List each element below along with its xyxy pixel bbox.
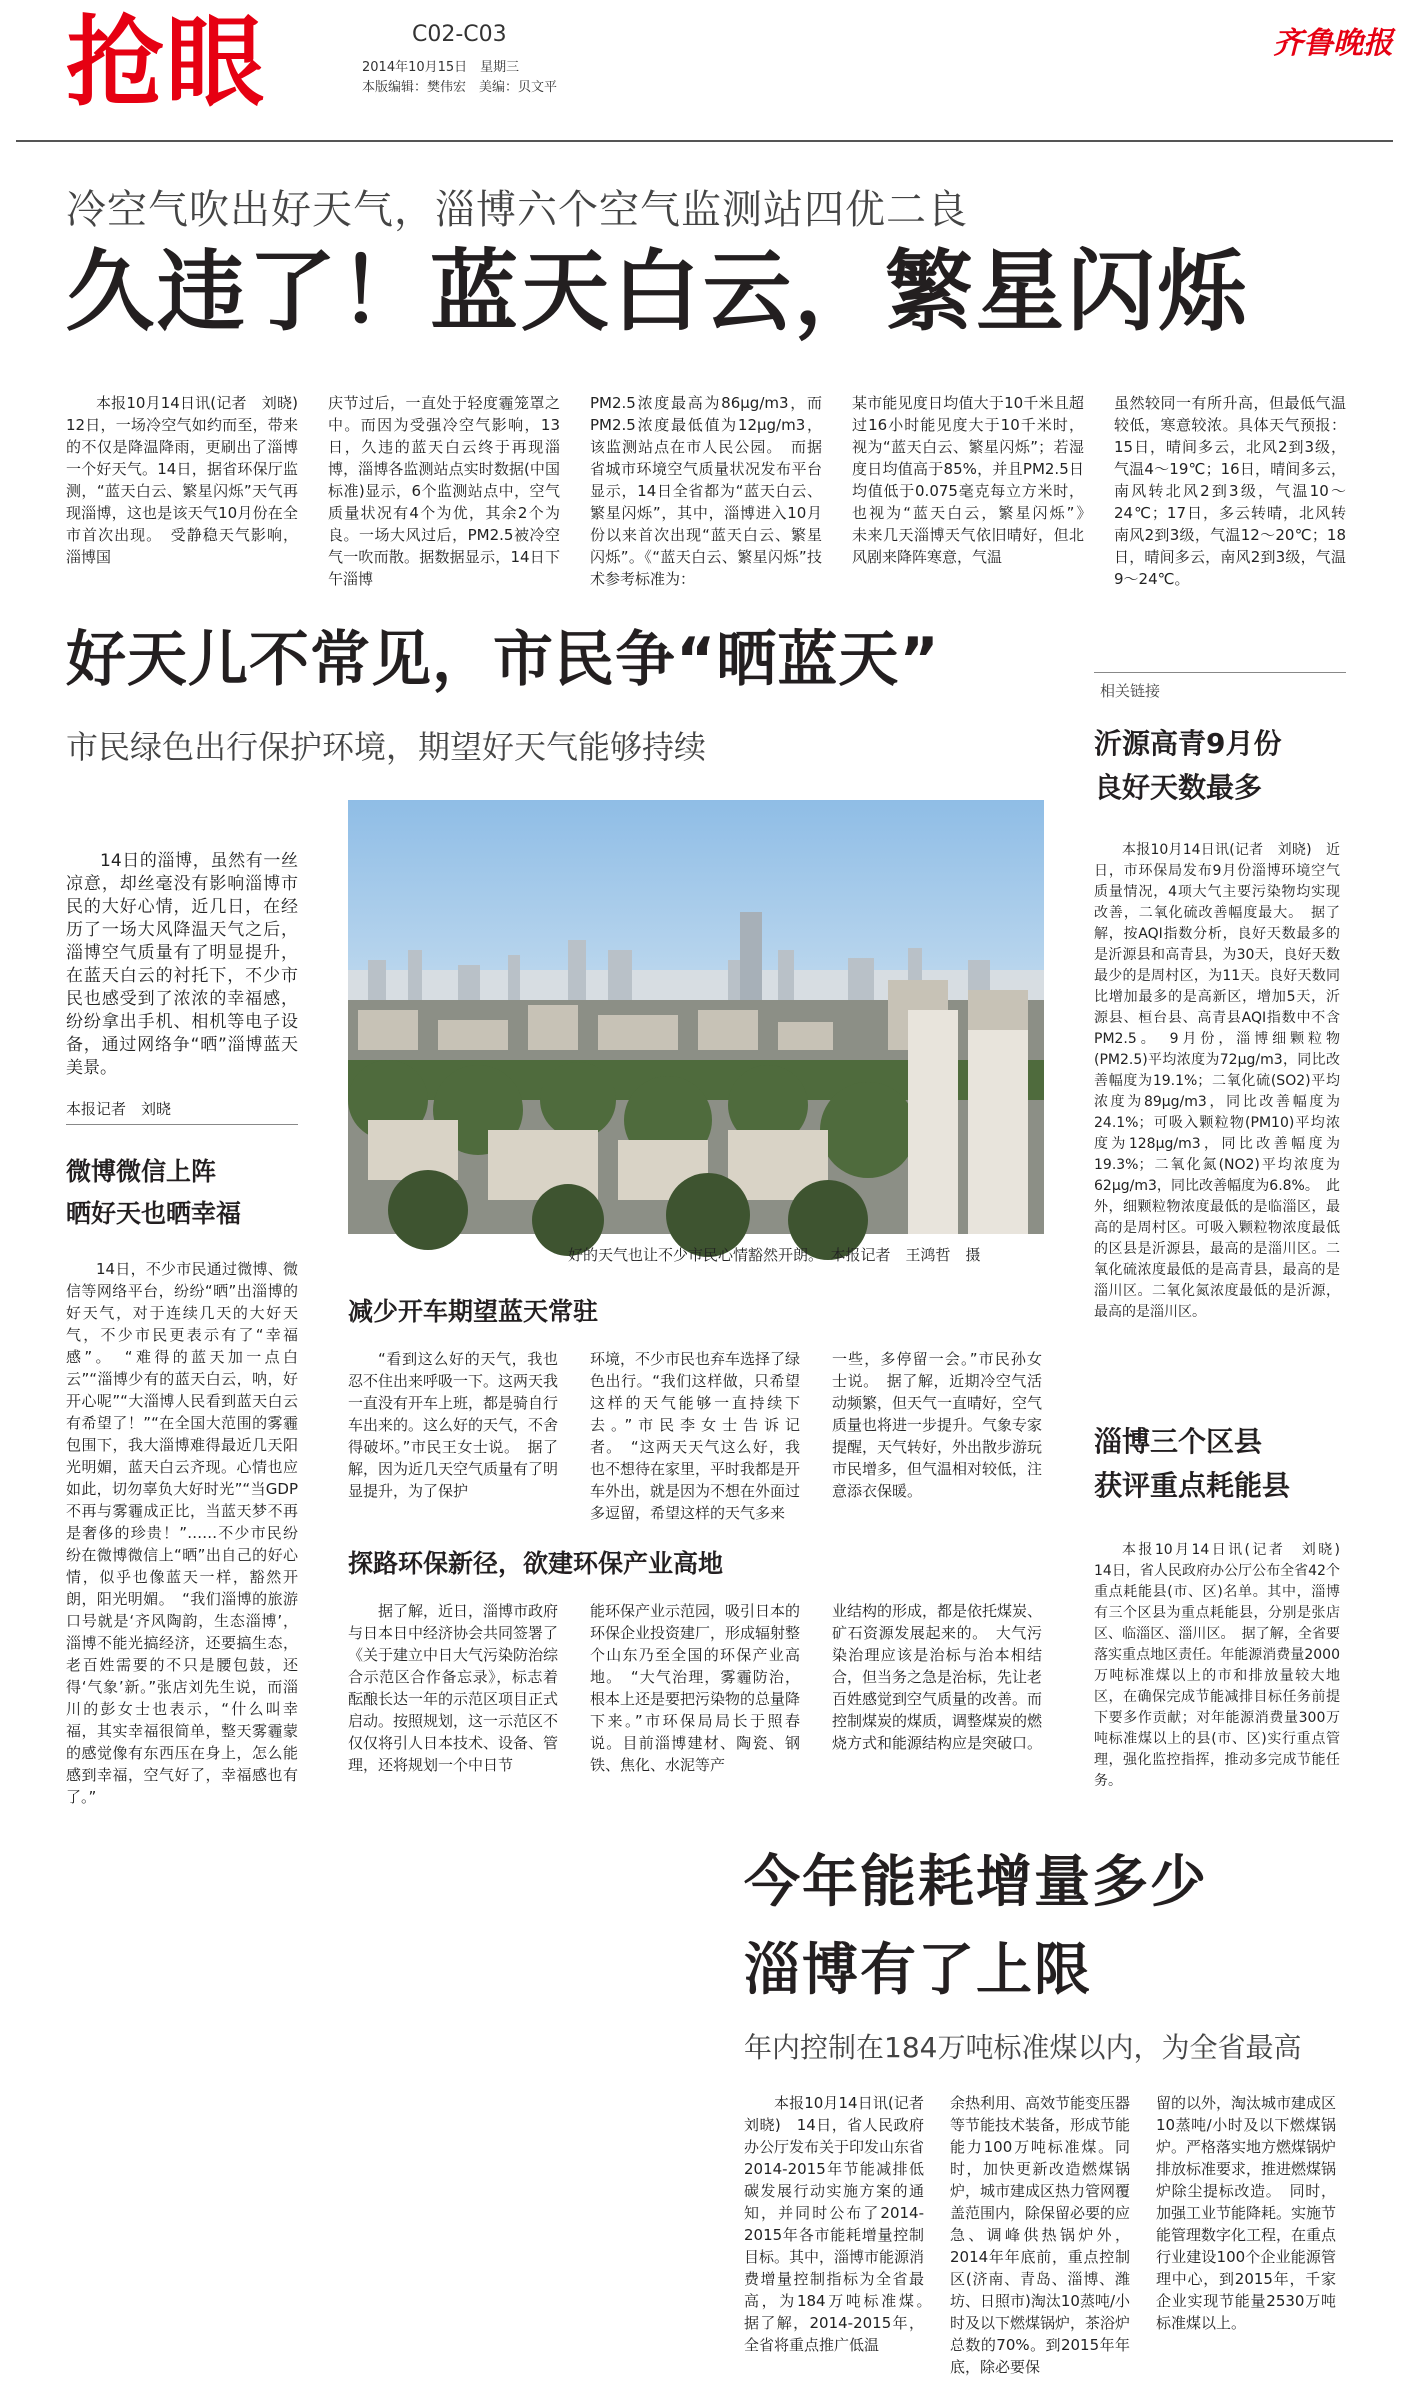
second-column-2a: “看到这么好的天气，我也忍不住出来呼吸一下。这两天我一直没有开车上班，都是骑自行车出来的。这么好的天气，不舍得破坏。”市民王女士说。 据了解，因为近几天空气质量有了明显提升，为了保护 (348, 1350, 559, 1500)
sidebar-item1-title-1: 沂源高青9月份 (1094, 727, 1282, 760)
lead-column-5: 虽然较同一有所升高，但最低气温较低，寒意较浓。具体天气预报：15日，晴间多云，北风2到3级，气温4～19℃；16日，晴间多云，南风转北风2到3级，气温10～24℃；17日，多云转晴，北风转南风2到3级，气温12～20℃；18日，晴间多云，南风2到3级，气温9～24℃。 (1114, 394, 1346, 588)
divider (66, 1124, 298, 1125)
third-headline-1: 今年能耗增量多少 (744, 1850, 1208, 1915)
second-headline: 好天儿不常见，市民争“晒蓝天” (66, 625, 940, 695)
photo-caption: 好的天气也让不少市民心情豁然开朗。 本报记者 王鸿哲 摄 (568, 1246, 981, 1264)
subhead-weibo-2: 晒好天也晒幸福 (66, 1199, 242, 1228)
second-column-3b: 能环保产业示范园，吸引日本的环保企业投资建厂，形成辐射整个山东乃至全国的环保产业高地。 “大气治理，雾霾防治，根本上还是要把污染物的总量降下来。”市环保局局长于照春说。目前淄博建材、陶瓷、钢铁、焦化、水泥等产 (590, 1602, 801, 1774)
second-byline: 本报记者 刘晓 (66, 1100, 172, 1118)
sidebar-label: 相关链接 (1100, 682, 1161, 700)
masthead-rule (16, 140, 1393, 142)
subhead-eco-industry: 探路环保新径，欲建环保产业高地 (348, 1549, 724, 1578)
subhead-drive-less: 减少开车期望蓝天常驻 (348, 1297, 599, 1326)
newspaper-logo: 齐鲁晚报 (1273, 26, 1393, 61)
subhead-weibo: 微博微信上阵 (66, 1157, 217, 1186)
third-column-3: 留的以外，淘汰城市建成区10蒸吨/小时及以下燃煤锅炉。严格落实地方燃煤锅炉排放标准要求，推进燃煤锅炉除尘提标改造。 同时，加强工业节能降耗。实施节能管理数字化工程，在重点行业建设100个企业能源管理中心，到2015年，千家企业实现节能量2530万吨标准煤以上。 (1156, 2094, 1337, 2332)
lead-column-4: 某市能见度日均值大于10千米且超过16小时能见度大于10千米时，视为“蓝天白云、繁星闪烁”；若湿度日均值高于85%，并且PM2.5日均值低于0.075毫克每立方米时，也视为“蓝天白云，繁星闪烁”》 未来几天淄博天气依旧晴好，但北风剧来降阵寒意，气温 (852, 394, 1100, 566)
lead-column-1: 本报10月14日讯(记者 刘晓) 12日，一场冷空气如约而至，带来的不仅是降温降雨，更刷出了淄博一个好天气。14日，据省环保厅监测，“蓝天白云、繁星闪烁”天气再现淄博，这也是该天气10月份在全市首次出现。 受静稳天气影响，淄博国 (66, 394, 314, 566)
lead-headline: 久违了！蓝天白云，繁星闪烁 (66, 240, 1250, 343)
second-column-3a: 据了解，近日，淄博市政府与日本日中经济协会共同签署了《关于建立中日大气污染防治综合示范区合作备忘录》，标志着酝酿长达一年的示范区项目正式启动。按照规划，这一示范区不仅仅将引人日本技术、设备、管理，还将规划一个中日节 (348, 1602, 559, 1774)
second-subheadline: 市民绿色出行保护环境，期望好天气能够持续 (66, 728, 707, 766)
city-skyline-photo (348, 800, 1044, 1234)
second-intro: 14日的淄博，虽然有一丝凉意，却丝毫没有影响淄博市民的大好心情，近几日，在经历了一场大风降温天气之后，淄博空气质量有了明显提升，在蓝天白云的衬托下，不少市民也感受到了浓浓的幸福感，纷纷拿出手机、相机等电子设备，通过网络争“晒”淄博蓝天美景。 (66, 851, 298, 1078)
sidebar-item2-title-1: 淄博三个区县 (1094, 1425, 1263, 1458)
sidebar-item2-title-2: 获评重点耗能县 (1094, 1469, 1291, 1502)
second-column-1: 14日，不少市民通过微博、微信等网络平台，纷纷“晒”出淄博的好天气，对于连续几天的大好天气，不少市民更表示有了“幸福感”。 “难得的蓝天加一点白云”“淄博少有的蓝天白云，呐，好开心呢”“大淄博人民看到蓝天白云有希望了！”“在全国大范围的雾霾包围下，我大淄博难得最近几天阳光明媚，蓝天白云齐现。心情也应如此，切勿辜负大好时光”“当GDP不再与雾霾成正比，当蓝天梦不再是奢侈的珍贵！”……不少市民纷纷在微博微信上“晒”出自己的好心情，似乎也像蓝天一样，豁然开朗，阳光明媚。 “我们淄博的旅游口号就是‘齐风陶韵，生态淄博’，淄博不能光搞经济，还要搞生态，老百姓需要的不只是腰包鼓，还得‘气象’新。”张店刘先生说，而淄川的彭女士也表示，“什么叫幸福，其实幸福很简单，整天雾霾蒙的感觉像有东西压在身上，怎么能感到幸福，空气好了，幸福感也有了。” (66, 1260, 298, 1806)
sidebar-item1-body: 本报10月14日讯(记者 刘晓) 近日，市环保局发布9月份淄博环境空气质量情况，4项大气主要污染物均实现改善，二氧化硫改善幅度最大。 据了解，按AQI指数分析，良好天数最多的是沂源县和高青县，为30天，良好天数最少的是周村区，为11天。良好天数同比增加最多的是高新区，增加5天，沂源县、桓台县、高青县AQI指数中不含PM2.5。 9月份，淄博细颗粒物(PM2.5)平均浓度为72μg/m3，同比改善幅度为19.1%；二氧化硫(SO2)平均浓度为89μg/m3，同比改善幅度为24.1%；可吸入颗粒物(PM10)平均浓度为128μg/m3，同比改善幅度为19.3%；二氧化氮(NO2)平均浓度为62μg/m3，同比改善幅度为6.8%。 此外，细颗粒物浓度最低的是临淄区，最高的是周村区。可吸入颗粒物浓度最低的区县是沂源县，最高的是淄川区。二氧化硫浓度最低的是高青县，最高的是淄川区。二氧化氮浓度最低的是沂源，最高的是淄川区。 (1094, 842, 1340, 1320)
sidebar-item1-title-2: 良好天数最多 (1094, 771, 1263, 804)
second-column-3c: 业结构的形成，都是依托煤炭、矿石资源发展起来的。 大气污染治理应该是治标与治本相结合，但当务之急是治标，先让老百姓感觉到空气质量的改善。而控制煤炭的煤质，调整煤炭的燃烧方式和能源结构应是突破口。 (832, 1602, 1043, 1752)
sidebar-item2-body: 本报10月14日讯(记者 刘晓) 14日，省人民政府办公厅公布全省42个重点耗能县(市、区)名单。其中，淄博有三个区县为重点耗能县，分别是张店区、临淄区、淄川区。 据了解，全省要落实重点地区责任。年能源消费量2000万吨标准煤以上的市和排放量较大地区，在确保完成节能减排目标任务前提下要多作贡献；对年能源消费量300万吨标准煤以上的县(市、区)实行重点管理，强化监控指挥，推动多完成节能任务。 (1094, 1542, 1354, 1789)
third-column-2: 余热利用、高效节能变压器等节能技术装备，形成节能能力100万吨标准煤。同时，加快更新改造燃煤锅炉，城市建成区热力管网覆盖范围内，除保留必要的应急、调峰供热锅炉外，2014年年底前，重点控制区(济南、青岛、淄博、潍坊、日照市)淘汰10蒸吨/小时及以下燃煤锅炉，茶浴炉总数的70%。到2015年年底，除必要保 (950, 2094, 1131, 2376)
page-numbers: C02-C03 (412, 22, 507, 47)
lead-column-2: 庆节过后，一直处于轻度霾笼罩之中。而因为受强冷空气影响，13日，久违的蓝天白云终于再现淄博，淄博各监测站点实时数据(中国标准)显示，6个监测站点中，空气质量状况有4个为优，其余2个为良。一场大风过后，PM2.5被冷空气一吹而散。据数据显示，14日下午淄博 (328, 394, 560, 588)
issue-date: 2014年10月15日 星期三 (362, 60, 520, 75)
third-subheadline: 年内控制在184万吨标准煤以内，为全省最高 (744, 2031, 1302, 2064)
lead-column-3: PM2.5浓度最高为86μg/m3，而PM2.5浓度最低值为12μg/m3，该监测站点在市人民公园。 而据省城市环境空气质量状况发布平台显示，14日全省都为“蓝天白云、繁星闪烁”，其中，淄博进入10月份以来首次出现“蓝天白云、繁星闪烁”。《“蓝天白云、繁星闪烁”技术参考标准为： (590, 394, 822, 588)
editors-line: 本版编辑：樊伟宏 美编：贝文平 (362, 80, 558, 95)
lead-kicker: 冷空气吹出好天气，淄博六个空气监测站四优二良 (66, 187, 968, 233)
sidebar-rule (1094, 672, 1346, 673)
third-headline-2: 淄博有了上限 (744, 1938, 1092, 2003)
second-column-2b: 环境，不少市民也弃车选择了绿色出行。“我们这样做，只希望这样的天气能够一直持续下去。”市民李女士告诉记者。 “这两天天气这么好，我也不想待在家里，平时我都是开车外出，就是因为不想在外面过多逗留，希望这样的天气多来 (590, 1350, 801, 1522)
second-column-2c: 一些，多停留一会。”市民孙女士说。 据了解，近期冷空气活动频繁，但天气一直晴好，空气质量也将进一步提升。气象专家提醒，天气转好，外出散步游玩市民增多，但气温相对较低，注意添衣保暖。 (832, 1350, 1043, 1500)
third-column-1: 本报10月14日讯(记者 刘晓) 14日，省人民政府办公厅发布关于印发山东省2014-2015年节能减排低碳发展行动实施方案的通知，并同时公布了2014-2015年各市能耗增量控制目标。其中，淄博市能源消费增量控制指标为全省最高，为184万吨标准煤。 据了解，2014-2015年，全省将重点推广低温 (744, 2094, 940, 2354)
section-title: 抢眼 (66, 6, 267, 120)
